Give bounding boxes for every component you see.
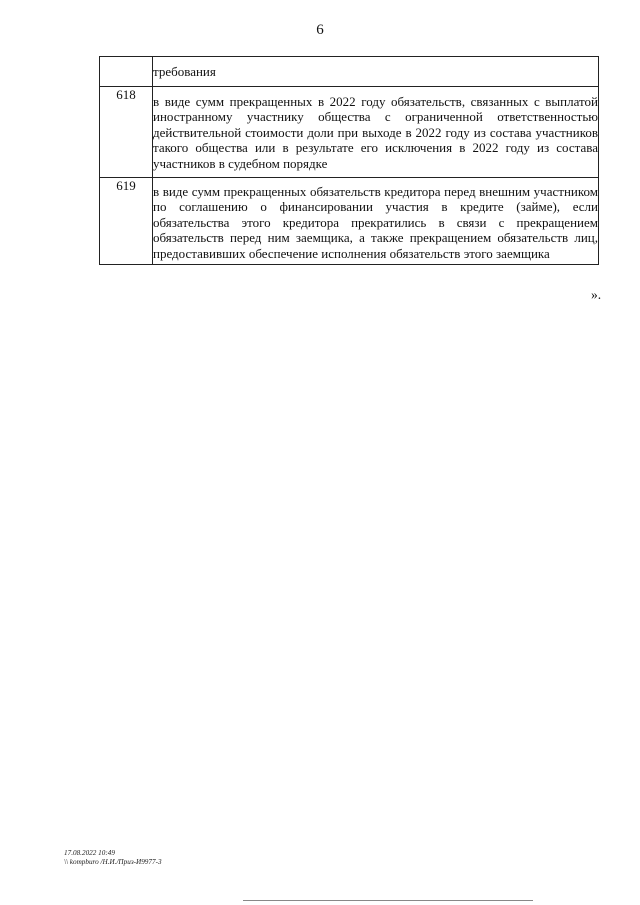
closing-quote-mark: ». xyxy=(591,287,602,302)
row-text-cell: в виде сумм прекращенных обязательств кредитора перед внешним участником по соглашению о финансировании участия в кредите (займе), если обязательства этого кредитора прекратились в связи с прекращением обязательств перед ним заемщика, а также прекращением обязательств лиц, предоставивших обеспечение исполнения обязательств этого заемщика xyxy=(153,177,599,264)
scan-edge-divider xyxy=(243,900,533,901)
row-code-cell: 619 xyxy=(100,177,153,264)
row-text-cell: в виде сумм прекращенных в 2022 году обязательств, связанных с выплатой иностранному участнику общества с ограниченной ответственностью действительной стоимости доли при выходе в 2022 году из состава участников такого общества или в результате его исключения в 2022 году из состава участников в судебном порядке xyxy=(153,86,599,177)
row-code-cell xyxy=(100,57,153,87)
document-footer xyxy=(64,849,162,867)
row-code-cell: 618 xyxy=(100,86,153,177)
code-table xyxy=(99,56,599,265)
footer-timestamp: 17.08.2022 10:49 xyxy=(64,849,115,857)
page-number: 6 xyxy=(316,22,324,38)
row-text-cell: требования xyxy=(153,57,599,87)
table-row xyxy=(100,177,599,264)
table-row xyxy=(100,86,599,177)
table-row xyxy=(100,57,599,87)
footer-file-path: \\ kompburo /Н.И./Приз-И9977-3 xyxy=(64,858,162,866)
